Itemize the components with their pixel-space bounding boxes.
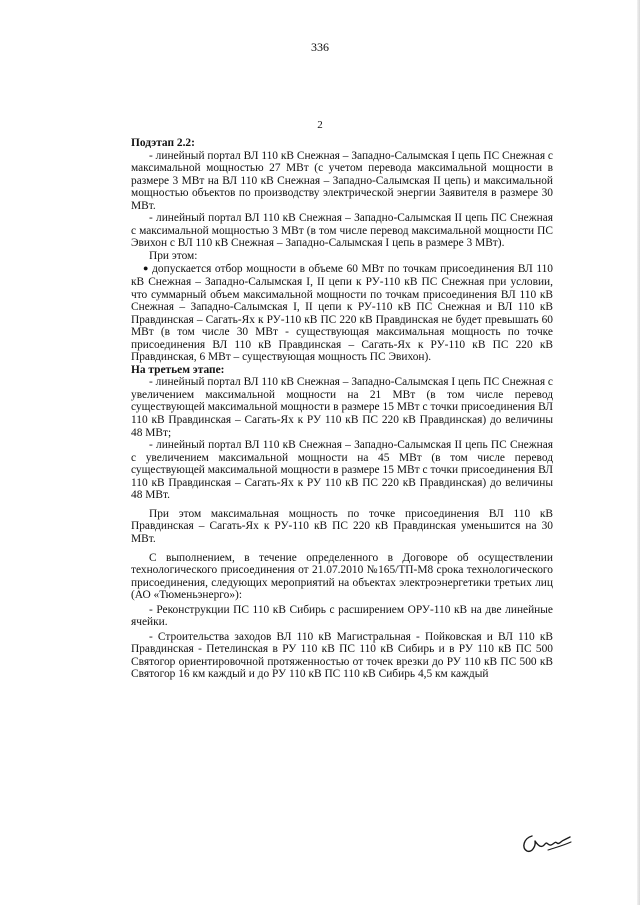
paragraph-sub1-item2: - линейный портал ВЛ 110 кВ Снежная – Западно-Салымская II цепь ПС Снежная с максимальной мощностью 3 МВт (в том числе перевод максимальной мощности ПС Эвихон с ВЛ 110 кВ Снежная – Западно-Салымская I цепь в размере 3 МВт). — [131, 212, 553, 250]
page-number-inner: 2 — [317, 119, 323, 131]
bullet-item — [131, 262, 553, 363]
bullet-icon: ● — [143, 263, 150, 274]
paragraph-stage3-item2: - линейный портал ВЛ 110 кВ Снежная – Западно-Салымская II цепь ПС Снежная с увеличением максимальной мощности на 45 МВт (в том числе перевод существующей максимальной мощности в размере 15 МВт с точки присоединения ВЛ 110 кВ Правдинская – Сагать-Ях к РУ 110 кВ ПС 220 кВ Правдинская) до величины 48 МВт. — [131, 439, 553, 502]
paragraph-exec-item1: - Реконструкции ПС 110 кВ Сибирь с расширением ОРУ-110 кВ на две линейные ячейки. — [131, 603, 553, 629]
paragraph-stage3-note: При этом максимальная мощность по точке присоединения ВЛ 110 кВ Правдинская – Сагать-Ях к РУ-110 кВ ПС 220 кВ Правдинская уменьшится на 30 МВт. — [131, 507, 553, 545]
page-number-top: 336 — [311, 40, 329, 54]
paragraph-exec-item2: - Строительства заходов ВЛ 110 кВ Магистральная - Пойковская и ВЛ 110 кВ Правдинская - Петелинская в РУ 110 кВ ПС 110 кВ Сибирь и в РУ 110 кВ ПС 500 Святогор ориентировочной протяженностью от точек врезки до РУ 110 кВ ПС 500 кВ Святогор 16 км каждый и до РУ 110 кВ ПС 110 кВ Сибирь 4,5 км каждый — [131, 630, 553, 681]
paragraph-sub1-note-intro: При этом: — [149, 249, 198, 262]
signature-image — [518, 828, 574, 858]
stage-three-heading: На третьем этапе: — [131, 363, 225, 376]
paragraph-stage3-item1: - линейный портал ВЛ 110 кВ Снежная – Западно-Салымская I цепь ПС Снежная с увеличением максимальной мощности на 21 МВт (в том числе перевод существующей максимальной мощности в размере 15 МВт с точки присоединения ВЛ 110 кВ Правдинская – Сагать-Ях к РУ 110 кВ ПС 220 кВ Правдинская) до величины 48 МВт; — [131, 376, 553, 439]
document-body — [131, 137, 553, 681]
paragraph-sub1-item1: - линейный портал ВЛ 110 кВ Снежная – Западно-Салымская I цепь ПС Снежная с максимальной мощностью 27 МВт (с учетом перевода максимальной мощности в размере 3 МВт на ВЛ 110 кВ Снежная – Западно-Салымская II цепь) и максимальной мощностью объектов по производству электрической энергии Заявителя в размере 30 МВт. — [131, 149, 553, 212]
substage-heading: Подэтап 2.2: — [131, 137, 195, 149]
bullet-item-text: допускается отбор мощности в объеме 60 МВт по точкам присоединения ВЛ 110 кВ Снежная – Западно-Салымская I, II цепи к РУ-110 кВ ПС Снежная при условии, что суммарный объем максимальной мощности по точкам присоединения ВЛ 110 кВ Снежная – Западно-Салымская I, II цепи к РУ-110 кВ ПС Снежная и ВЛ 110 кВ Правдинская – Сагать-Ях к РУ-110 кВ ПС 220 кВ Правдинская не будет превышать 60 МВт (в том числе 30 МВт - существующая максимальная мощность по точке присоединения ВЛ 110 кВ Правдинская – Сагать-Ях к РУ-110 кВ ПС 220 кВ Правдинская, 6 МВт – существующая мощность ПС Эвихон). — [131, 263, 553, 364]
paragraph-exec-intro: С выполнением, в течение определенного в Договоре об осуществлении технологического присоединения от 21.07.2010 №165/ТП-М8 срока технологического присоединения, следующих мероприятий на объектах электроэнергетики третьих лиц (АО «Тюменьэнерго»): — [131, 551, 553, 602]
